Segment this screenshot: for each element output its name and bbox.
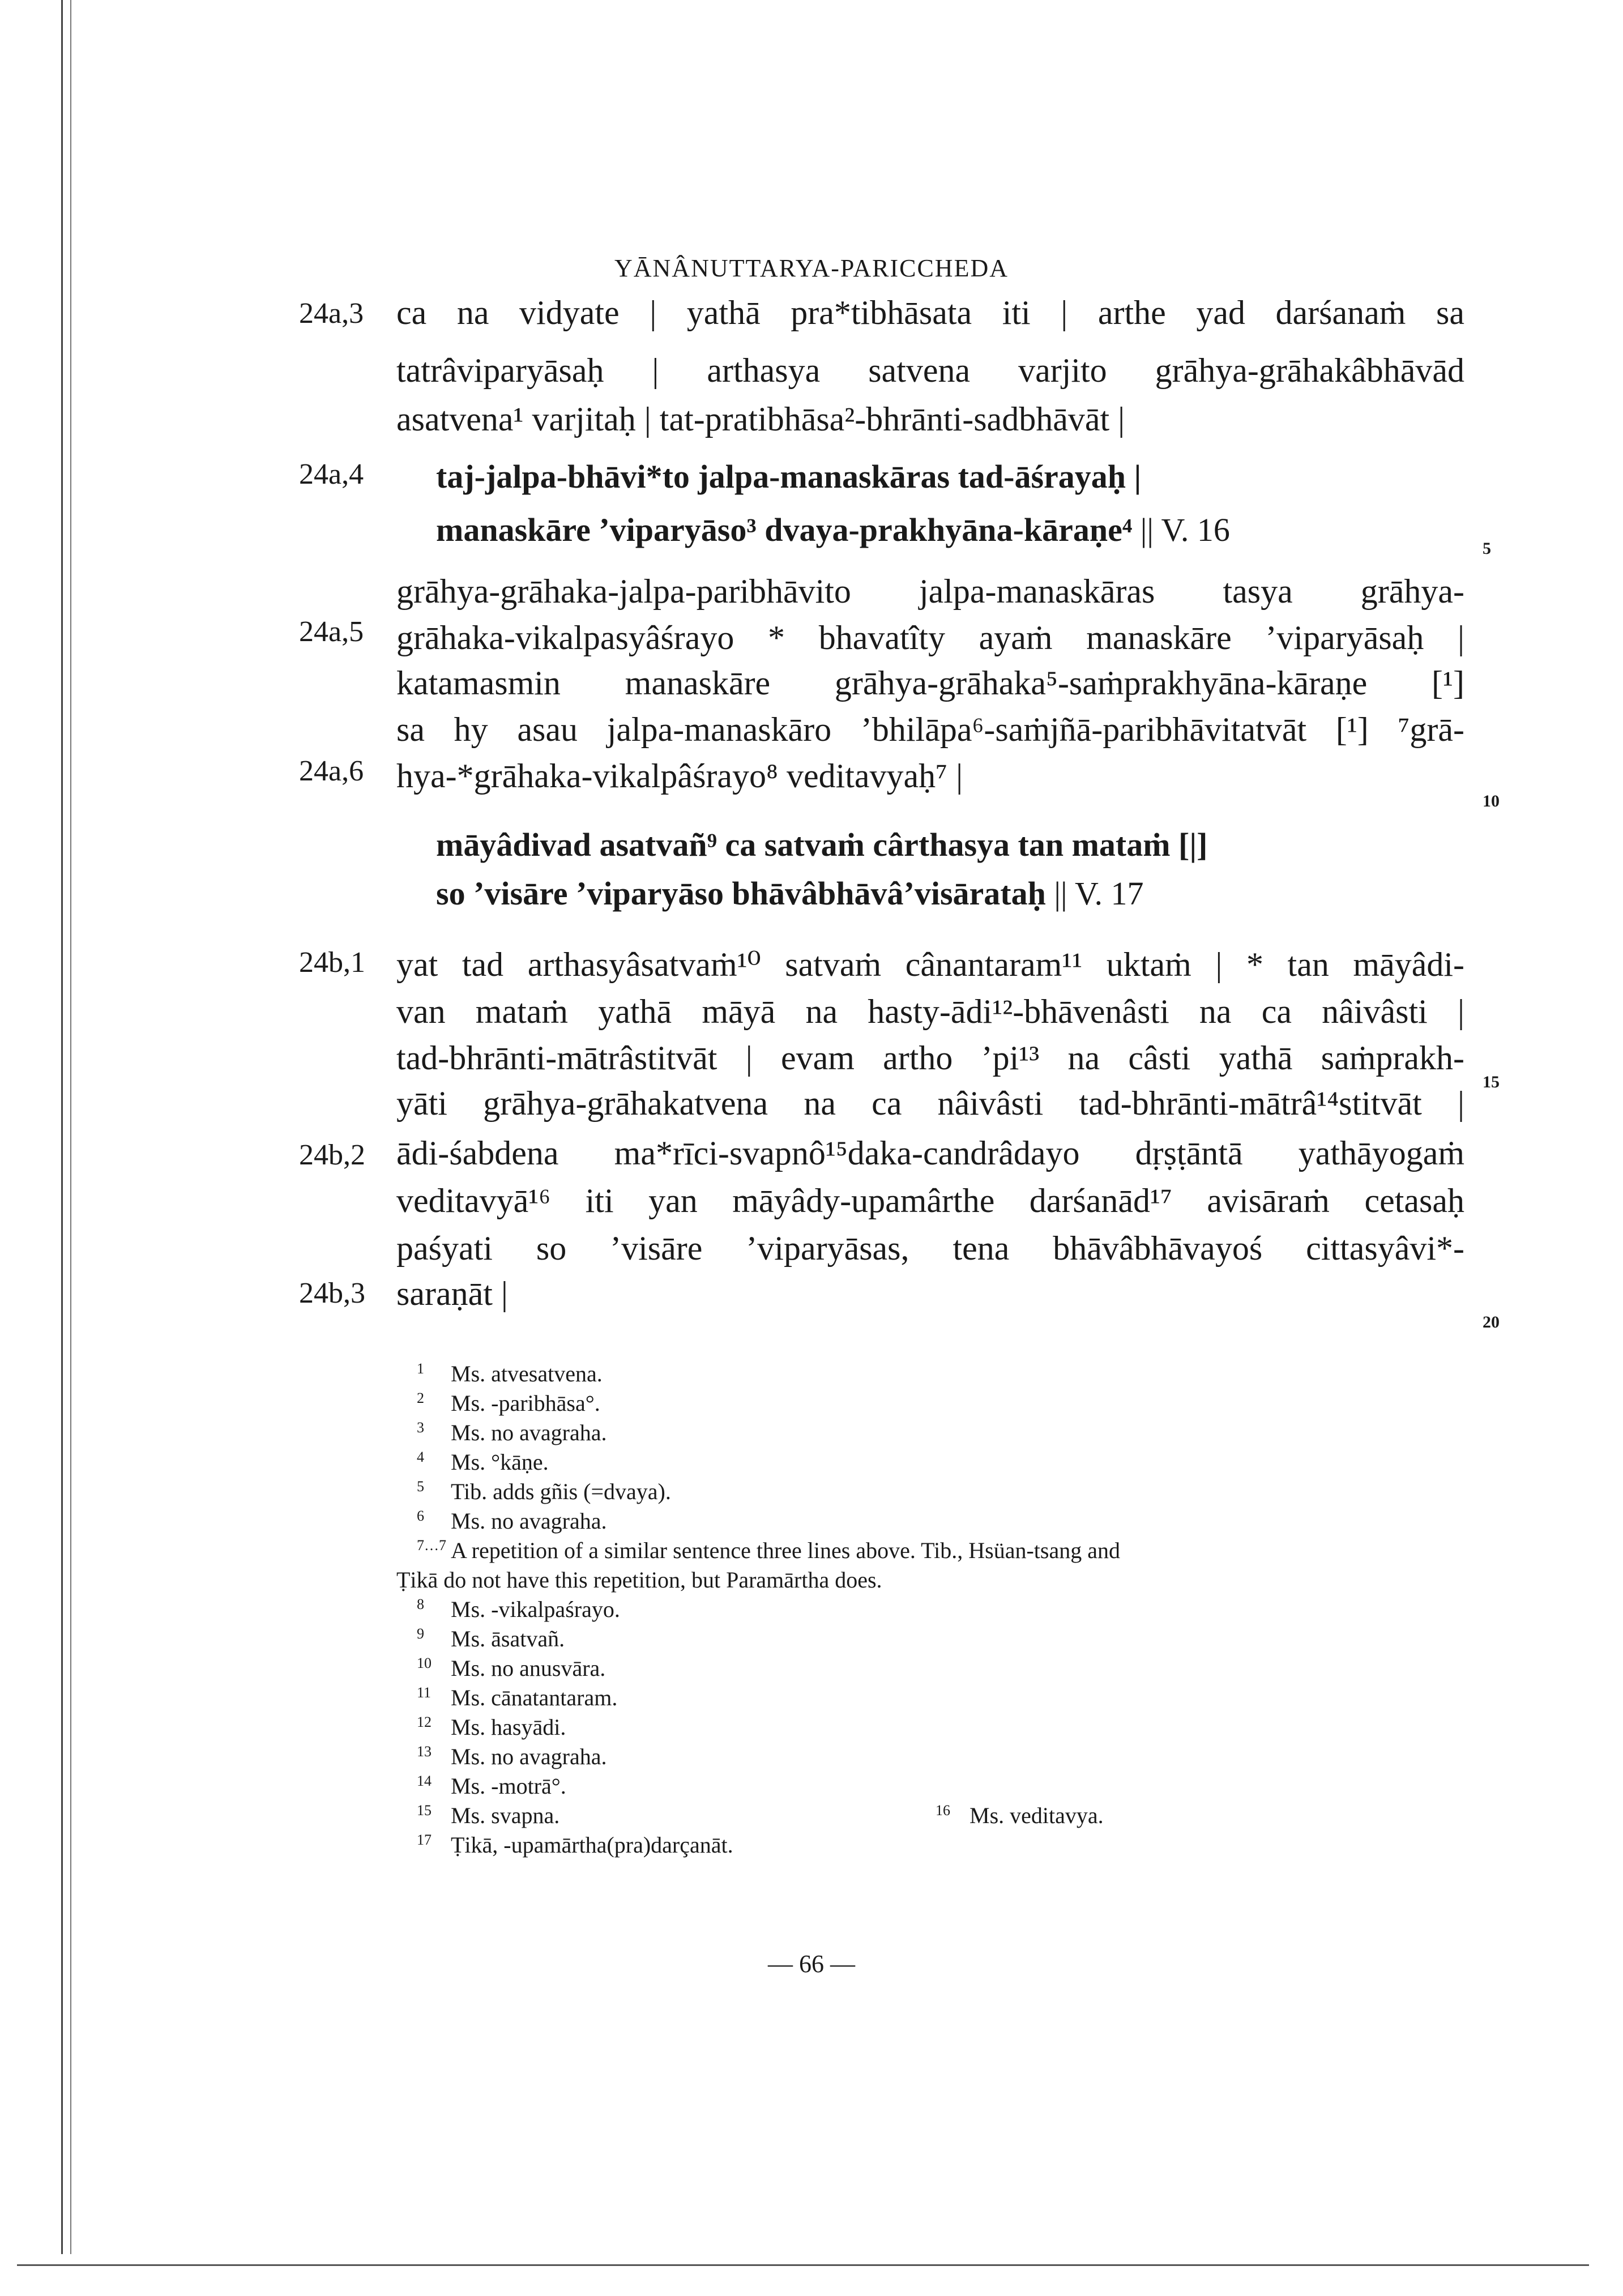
text-line: katamasmin manaskāre grāhya-grāhaka⁵-saṁprakhyāna-kāraṇe [¹]	[396, 664, 1464, 702]
verse-line: taj-jalpa-bhāvi*to jalpa-manaskāras tad-āśrayaḥ |	[436, 458, 1142, 495]
text-line: yāti grāhya-grāhakatvena na ca nâivâsti tad-bhrānti-mātrâ¹⁴stitvāt |	[396, 1085, 1464, 1122]
running-header: YĀNÂNUTTARYA-PARICCHEDA	[614, 254, 1009, 282]
text-line: saraṇāt |	[396, 1275, 508, 1312]
footnote: 17 Ṭikā, -upamārtha(pra)darçanāt.	[417, 1832, 733, 1858]
footnote: 5 Tib. adds gñis (=dvaya).	[417, 1478, 671, 1504]
footnote: 4 Ms. °kāṇe.	[417, 1449, 549, 1475]
scan-edge-bottom	[17, 2264, 1589, 2266]
text-line: paśyati so ’visāre ’viparyāsas, tena bhāvâbhāvayoś cittasyâvi*-	[396, 1230, 1464, 1267]
verse-line	[436, 511, 1230, 549]
footnote: 9 Ms. āsatvañ.	[417, 1625, 565, 1651]
scan-edge-left-inner	[70, 0, 71, 2254]
margin-line-number: 5	[1483, 539, 1491, 558]
text-line: van mataṁ yathā māyā na hasty-ādi¹²-bhāvenâsti na ca nâivâsti |	[396, 993, 1464, 1030]
verse-text: so ’visāre ’viparyāso bhāvâbhāvâ’visārataḥ	[436, 875, 1046, 912]
footnote: 13 Ms. no avagraha.	[417, 1743, 607, 1769]
footnote: 11 Ms. cānatantaram.	[417, 1684, 618, 1710]
footnote: 16 Ms. veditavya.	[936, 1802, 1104, 1828]
folio-ref: 24a,3	[299, 297, 364, 330]
footnote: 8 Ms. -vikalpaśrayo.	[417, 1596, 620, 1622]
text-line: sa hy asau jalpa-manaskāro ’bhilāpa⁶-saṁjñā-paribhāvitatvāt [¹] ⁷grā-	[396, 711, 1464, 748]
verse-number: || V. 16	[1140, 511, 1230, 548]
footnote: 7…7 A repetition of a similar sentence three lines above. Tib., Hsüan-tsang and	[417, 1537, 1120, 1563]
folio-ref: 24b,2	[299, 1139, 365, 1171]
text-line: tatrâviparyāsaḥ | arthasya satvena varjito grāhya-grāhakâbhāvād	[396, 352, 1464, 389]
text-line: asatvena¹ varjitaḥ | tat-pratibhāsa²-bhrānti-sadbhāvāt |	[396, 400, 1125, 438]
text-line: tad-bhrānti-mātrâstitvāt | evam artho ’pi¹³ na câsti yathā saṁprakh-	[396, 1039, 1464, 1077]
text-line: yat tad arthasyâsatvaṁ¹⁰ satvaṁ cânantaram¹¹ uktaṁ | * tan māyâdi-	[396, 946, 1464, 983]
folio-ref: 24b,3	[299, 1277, 365, 1309]
text-line: veditavyā¹⁶ iti yan māyâdy-upamârthe darśanād¹⁷ avisāraṁ cetasaḥ	[396, 1182, 1464, 1219]
scan-edge-left	[61, 0, 63, 2254]
footnote: 12 Ms. hasyādi.	[417, 1714, 566, 1740]
footnote-continuation: Ṭikā do not have this repetition, but Paramārtha does.	[396, 1567, 882, 1593]
verse-line: māyâdivad asatvañ⁹ ca satvaṁ cârthasya tan mataṁ [|]	[436, 826, 1208, 863]
verse-number: || V. 17	[1054, 875, 1144, 912]
folio-ref: 24a,5	[299, 616, 364, 648]
text-line: ca na vidyate | yathā pra*tibhāsata iti | arthe yad darśanaṁ sa	[396, 294, 1464, 331]
footnote: 3 Ms. no avagraha.	[417, 1419, 607, 1445]
margin-line-number: 15	[1483, 1073, 1500, 1091]
text-line: hya-*grāhaka-vikalpâśrayo⁸ veditavyaḥ⁷ |	[396, 757, 963, 795]
folio-ref: 24b,1	[299, 946, 365, 979]
folio-ref: 24a,6	[299, 755, 364, 787]
text-line: ādi-śabdena ma*rīci-svapnô¹⁵daka-candrâdayo dṛṣṭāntā yathāyogaṁ	[396, 1134, 1464, 1172]
page-number: — 66 —	[768, 1950, 855, 1978]
footnote: 15 Ms. svapna.	[417, 1802, 560, 1828]
footnote: 10 Ms. no anusvāra.	[417, 1655, 606, 1681]
verse-line	[436, 874, 1143, 912]
margin-line-number: 20	[1483, 1313, 1500, 1331]
text-line: grāhaka-vikalpasyâśrayo * bhavatîty ayaṁ manaskāre ’viparyāsaḥ |	[396, 619, 1464, 656]
footnote: 6 Ms. no avagraha.	[417, 1508, 607, 1534]
verse-text: manaskāre ’viparyāso³ dvaya-prakhyāna-kāraṇe⁴	[436, 511, 1133, 548]
margin-line-number: 10	[1483, 792, 1500, 810]
footnote: 14 Ms. -motrā°.	[417, 1773, 566, 1799]
footnote: 1 Ms. atvesatvena.	[417, 1360, 603, 1386]
text-line: grāhya-grāhaka-jalpa-paribhāvito jalpa-manaskāras tasya grāhya-	[396, 573, 1464, 610]
folio-ref: 24a,4	[299, 458, 364, 490]
footnote: 2 Ms. -paribhāsa°.	[417, 1390, 600, 1416]
